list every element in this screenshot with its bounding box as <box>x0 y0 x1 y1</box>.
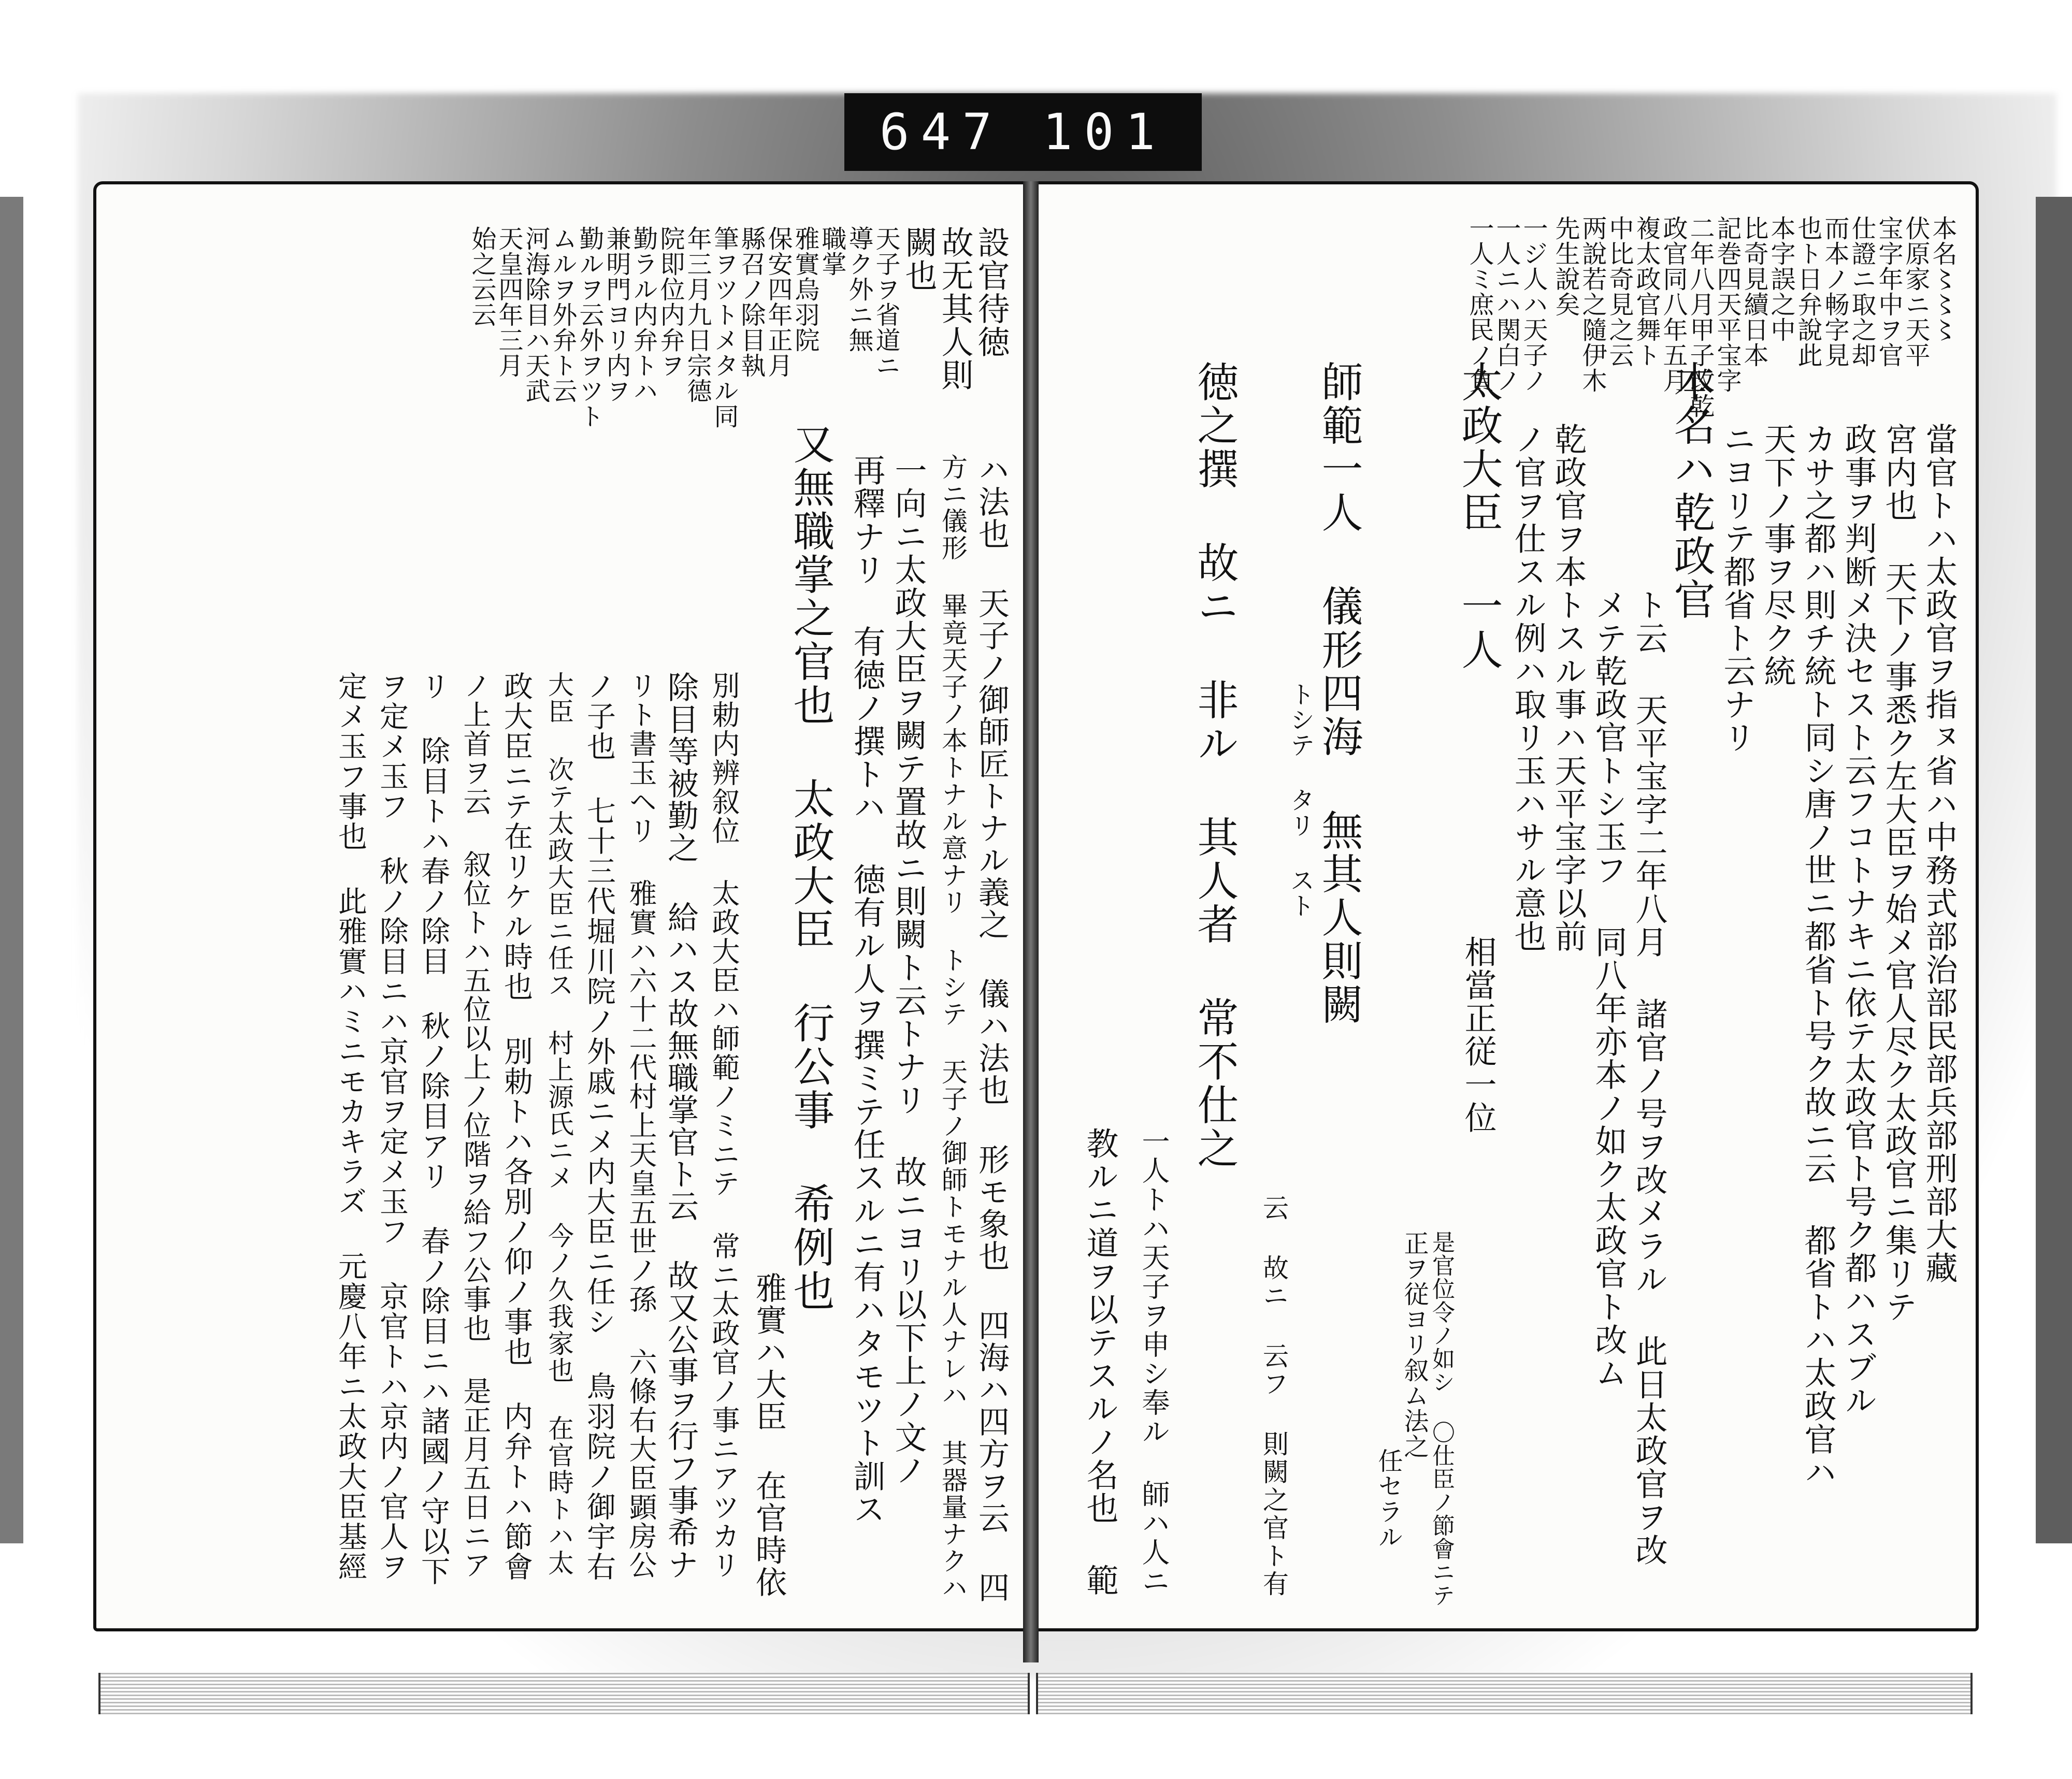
left-top-note: 設官待徳 <box>972 226 1010 358</box>
left-text-column: 定メ玉フ事也 此雅實ハミニモカキラズ 元慶八年ニ太政大臣基經 <box>334 671 367 1582</box>
right-text-column: メテ乾政官トシ玉フ 同八年亦本ノ如ク太政官ト改ム <box>1590 588 1628 1390</box>
left-text-column: リ 除目トハ春ノ除目 秋ノ除目アリ 春ノ除目ニハ諸國ノ守以下 <box>416 671 450 1586</box>
left-top-note: 勤ルヲ云外ヲツト <box>575 226 604 429</box>
left-top-note: 保安四年正月 <box>764 226 793 378</box>
left-top-note: 故无其人則 <box>936 226 974 392</box>
right-top-note: 而本ノ畅字見 <box>1820 215 1849 368</box>
right-page <box>1031 181 1979 1631</box>
right-top-note: 複太政官舞ト <box>1632 215 1661 368</box>
left-text-column: 除目等被勤之 給ハス故無職掌官ト云 故又公事ヲ行フ事希ナ <box>663 671 699 1581</box>
left-top-note: 天子ヲ省道ニ <box>871 226 900 378</box>
right-top-note: 中比奇見之云 <box>1605 215 1634 368</box>
left-top-note: 縣召ノ除目執 <box>737 226 766 378</box>
left-main-text: 又無職掌之官也 太政大臣 行公事 希例也 <box>786 423 834 1313</box>
left-text-column: ハ法也 天子ノ御師匠トナル義之 儀ハ法也 形モ象也 四海ハ四方ヲ云 四 <box>973 454 1010 1603</box>
right-top-note: 两說若之隨伊木 <box>1578 215 1607 393</box>
entry-title: 太政大臣 一人 <box>1455 360 1503 672</box>
left-text-column: 大臣 次テ太政大臣ニ任ス 村上源氏ニメ 今ノ久我家也 在官時トハ太 <box>544 671 574 1576</box>
reading-gloss: トシテ タリ スト <box>1286 682 1315 918</box>
right-text-column: 宮内也 天下ノ事悉ク左大臣ヲ始メ官人尽ク太政官ニ集リテ <box>1880 423 1918 1323</box>
right-top-note: 先生說矣 <box>1551 215 1580 317</box>
left-text-column: 方ニ儀形 畢竟天子ノ本トナル意ナリ トシテ 天子ノ御師トモナル人ナレハ 其器量ナクハ <box>938 454 968 1601</box>
left-top-note: 兼明門ヨリ内ヲ <box>602 226 631 403</box>
left-text-column: 政大臣ニテ在リケル時也 別勅トハ各別ノ仰ノ事也 内弁トハ節會 <box>499 671 533 1582</box>
right-text-column: ト云 天平宝字二年八月 諸官ノ号ヲ改メラル 此日太政官ヲ改 <box>1630 588 1668 1567</box>
right-top-note: 仕證ニ取之却 <box>1847 215 1876 368</box>
right-side-gloss: 一人ニハ関白ノ <box>1492 215 1521 393</box>
left-top-note: 闕也 <box>900 226 938 292</box>
right-top-note: 本字誤之中 <box>1766 215 1795 342</box>
rank-subnote: 任セラル <box>1374 1448 1403 1550</box>
rank-subnote: 正ヲ従ヨリ叙ム法之 <box>1400 1231 1429 1459</box>
left-top-note: 年三月九日宗德 <box>683 226 712 403</box>
left-top-note: 始之云云 <box>467 226 496 327</box>
left-top-note: 筆ヲツトメタル同 <box>710 226 739 429</box>
right-top-note: 記巻四天平宝字 <box>1713 215 1742 393</box>
right-text-column: 教ルニ道ヲ以テスルノ名也 範 <box>1081 1127 1119 1597</box>
left-text-column: 再釋ナリ 有徳ノ撰トハ 徳有ル人ヲ撰ミテ任スルニ有ハタモツト訓ス <box>848 454 886 1526</box>
rank-note: 相當正従一位 <box>1459 935 1497 1134</box>
book-gutter <box>1023 181 1039 1662</box>
left-top-note: 雅實烏羽院 <box>790 226 819 353</box>
right-side-gloss: 一ジ人ハ天子ノ <box>1519 215 1548 393</box>
right-top-note: 也ト日弁說此 <box>1793 215 1822 368</box>
right-side-gloss: 一人ミ庶民ノ負 <box>1465 215 1494 393</box>
left-top-note: 勤ラル内弁トハ <box>629 226 658 403</box>
right-text-column: ニヨリテ都省ト云ナリ <box>1718 423 1756 754</box>
left-top-note: 河海除目ハ天武 <box>521 226 550 403</box>
page-stack-left <box>98 1673 1030 1714</box>
right-top-note: 宝字年中ヲ官 <box>1874 215 1903 368</box>
frame-number: 101 <box>1042 103 1167 161</box>
rank-subnote: 是官位令ノ如シ 〇仕臣ノ節會ニテ <box>1428 1231 1455 1607</box>
right-text-column: 天下ノ事ヲ尽ク統 <box>1759 423 1796 688</box>
right-text-column: 乾政官ヲ本トスル事ハ天平宝字以前 <box>1549 423 1587 953</box>
right-top-note: 比奇見續日本 <box>1739 215 1768 368</box>
right-text-column: カサ之都ハ則チ統ト同シ唐ノ世ニ都省ト号ク故ニ云 都省トハ太政官ハ <box>1799 423 1837 1489</box>
right-top-note: 本名〻〻〻 <box>1928 215 1957 342</box>
left-text-column: ヲ定メ玉フ 秋ノ除目ニハ京官ヲ定メ玉フ 京官トハ京内ノ官人ヲ <box>375 671 409 1582</box>
left-page <box>93 181 1031 1631</box>
right-main-text: 師範一人 儀形四海 無其人則闕 <box>1315 360 1363 1026</box>
right-top-note: 二年八月甲子改乾 <box>1686 215 1715 418</box>
right-main-text: 徳之撰 故ニ 非ル 其人者 常不仕之 <box>1190 360 1239 1170</box>
left-text-column: ノ上首ヲ云 叙位トハ五位以上ノ位階ヲ給フ公事也 是正月五日ニア <box>459 671 492 1580</box>
reel-number: 647 <box>879 103 1004 161</box>
page-stack-right <box>1036 1673 1973 1714</box>
right-main-text: 云 故ニ 云フ 則闕之官ト有 <box>1259 1194 1289 1598</box>
left-text-column: 別勅内辨叙位 太政大臣ハ師範ノミニテ 常ニ太政官ノ事ニアツカリ <box>708 671 740 1580</box>
right-text-column: 當官トハ太政官ヲ指ㇴ省ハ中務式部治部民部兵部刑部大藏 <box>1920 423 1958 1284</box>
right-heading: 本名ハ乾政官 <box>1667 360 1715 621</box>
left-top-note: 院即位内弁ヲ <box>656 226 685 378</box>
right-top-note: 政官同八年五月 <box>1659 215 1688 393</box>
left-top-note: 導ク外ニ無 <box>844 226 873 353</box>
left-text-column: リト書玉ヘリ 雅實ハ六十二代村上天皇五世ノ孫 六條右大臣顕房公 <box>625 671 657 1580</box>
right-top-note: 伏原家ニ天平 <box>1901 215 1930 368</box>
open-book <box>93 181 1979 1683</box>
right-text-column: ノ官ヲ仕スル例ハ取リ玉ハサル意也 <box>1509 423 1547 953</box>
film-edge-left <box>0 197 23 1543</box>
left-top-note: ムルヲ外弁ト云 <box>548 226 577 403</box>
frame-number-label <box>844 93 1202 171</box>
right-text-column: 政事ヲ判断メ決セスト云フコトナキニ依テ太政官ト号ク都ハスブル <box>1839 423 1877 1417</box>
left-top-note: 天皇四年三月 <box>494 226 523 378</box>
film-edge-right <box>2036 197 2072 1543</box>
left-text-column: 一向ニ太政大臣ヲ闕テ置故ニ則闕ト云トナリ 故ニヨリ以下上ノ文ノ <box>889 454 927 1487</box>
left-side-note: 雅實ハ大臣 在官時依 <box>751 1272 787 1598</box>
left-text-column: ノ子也 七十三代堀川院ノ外戚ニメ内大臣ニ任シ 鳥羽院ノ御宇右 <box>582 671 616 1582</box>
left-top-note: 職掌 <box>817 226 846 277</box>
right-text-column: 一人トハ天子ヲ申シ奉ル 師ハ人ニ <box>1138 1127 1170 1596</box>
